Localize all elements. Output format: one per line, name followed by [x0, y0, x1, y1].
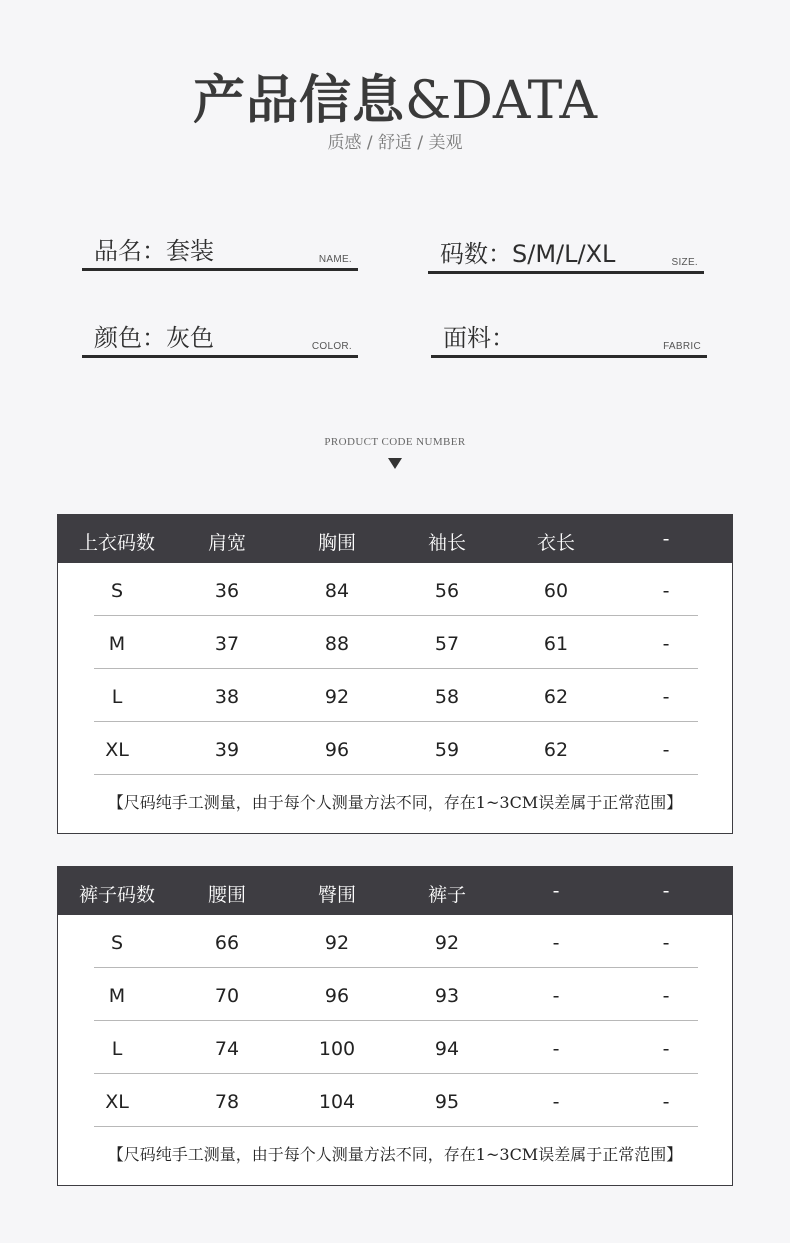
header-cell: 袖长: [427, 532, 466, 554]
table-cell: -: [662, 985, 670, 1007]
table-cell: 92: [324, 932, 350, 954]
table-row: [58, 968, 732, 1021]
top-size-table: [57, 514, 733, 834]
table-cell: M: [108, 633, 126, 655]
row-divider: [94, 1126, 698, 1127]
table-header: [58, 867, 732, 915]
field-size-tag: SIZE.: [671, 257, 698, 268]
table-cell: -: [662, 580, 670, 602]
table-cell: 62: [543, 686, 569, 708]
title-en: &DATA: [404, 71, 598, 131]
table-cell: 95: [434, 1091, 460, 1113]
field-name-tag: NAME.: [318, 254, 352, 265]
table-cell: 74: [214, 1038, 240, 1060]
table-cell: 78: [214, 1091, 240, 1113]
table-cell: M: [108, 985, 126, 1007]
table-row: [58, 1021, 732, 1074]
table-cell: 96: [324, 985, 350, 1007]
table-cell: L: [111, 686, 123, 708]
table-header: [58, 515, 732, 563]
field-color: [82, 321, 358, 358]
table-cell: -: [552, 1091, 560, 1113]
table-cell: L: [111, 1038, 123, 1060]
table-cell: 62: [543, 739, 569, 761]
table-cell: 57: [434, 633, 460, 655]
table-cell: 104: [318, 1091, 356, 1113]
table-cell: 96: [324, 739, 350, 761]
table-cell: 37: [214, 633, 240, 655]
field-name: [82, 234, 358, 271]
header-cell: -: [552, 880, 560, 902]
measurement-note: 【尺码纯手工测量，由于每个人测量方法不同，存在1~3CM误差属于正常范围】: [107, 1145, 683, 1164]
table-cell: -: [662, 739, 670, 761]
table-cell: -: [662, 686, 670, 708]
field-name-text: 品名：套装: [94, 237, 214, 265]
table-cell: 100: [318, 1038, 356, 1060]
field-color-text: 颜色：灰色: [94, 324, 214, 352]
table-cell: 61: [543, 633, 569, 655]
header-cell: 裤子码数: [78, 884, 155, 906]
header-cell: 肩宽: [207, 532, 246, 554]
page-title: [0, 58, 790, 133]
table-cell: 58: [434, 686, 460, 708]
table-cell: 70: [214, 985, 240, 1007]
product-code-label: PRODUCT CODE NUMBER: [324, 436, 466, 448]
table-cell: 38: [214, 686, 240, 708]
table-cell: -: [552, 1038, 560, 1060]
table-cell: -: [552, 985, 560, 1007]
table-cell: XL: [105, 1091, 129, 1113]
header-cell: 裤子: [427, 884, 466, 906]
field-fabric-tag: FABRIC: [663, 341, 701, 352]
table-row: [58, 616, 732, 669]
table-cell: -: [662, 932, 670, 954]
table-cell: 88: [324, 633, 350, 655]
header-cell: -: [662, 880, 670, 902]
pants-size-table: [57, 866, 733, 1186]
table-cell: -: [662, 1091, 670, 1113]
table-cell: 92: [434, 932, 460, 954]
table-cell: 39: [214, 739, 240, 761]
table-cell: 56: [434, 580, 460, 602]
table-cell: 94: [434, 1038, 460, 1060]
down-arrow-icon: [388, 458, 402, 469]
table-cell: 60: [543, 580, 569, 602]
field-size-text: 码数：S/M/L/XL: [440, 240, 616, 268]
table-row: [58, 669, 732, 722]
measurement-note: 【尺码纯手工测量，由于每个人测量方法不同，存在1~3CM误差属于正常范围】: [107, 793, 683, 812]
header-cell: 胸围: [317, 532, 356, 554]
table-cell: S: [110, 580, 124, 602]
table-cell: XL: [105, 739, 129, 761]
table-cell: -: [662, 633, 670, 655]
table-cell: 84: [324, 580, 350, 602]
table-row: [58, 915, 732, 968]
table-cell: 36: [214, 580, 240, 602]
table-cell: S: [110, 932, 124, 954]
table-row: [58, 722, 732, 775]
header-cell: 上衣码数: [78, 532, 155, 554]
table-cell: -: [662, 1038, 670, 1060]
table-cell: 66: [214, 932, 240, 954]
title-cn: 产品信息: [192, 71, 405, 131]
field-fabric-text: 面料：: [443, 324, 515, 352]
header-cell: 腰围: [207, 884, 246, 906]
table-cell: 92: [324, 686, 350, 708]
header-cell: -: [662, 528, 670, 550]
field-fabric: [431, 321, 707, 358]
table-cell: 59: [434, 739, 460, 761]
row-divider: [94, 774, 698, 775]
header-cell: 衣长: [536, 532, 575, 554]
header-cell: 臀围: [317, 884, 356, 906]
table-row: [58, 1074, 732, 1127]
subtitle: 质感 / 舒适 / 美观: [327, 133, 463, 153]
table-cell: 93: [434, 985, 460, 1007]
field-size: [428, 237, 704, 274]
table-cell: -: [552, 932, 560, 954]
field-color-tag: COLOR.: [311, 341, 352, 352]
table-row: [58, 563, 732, 616]
